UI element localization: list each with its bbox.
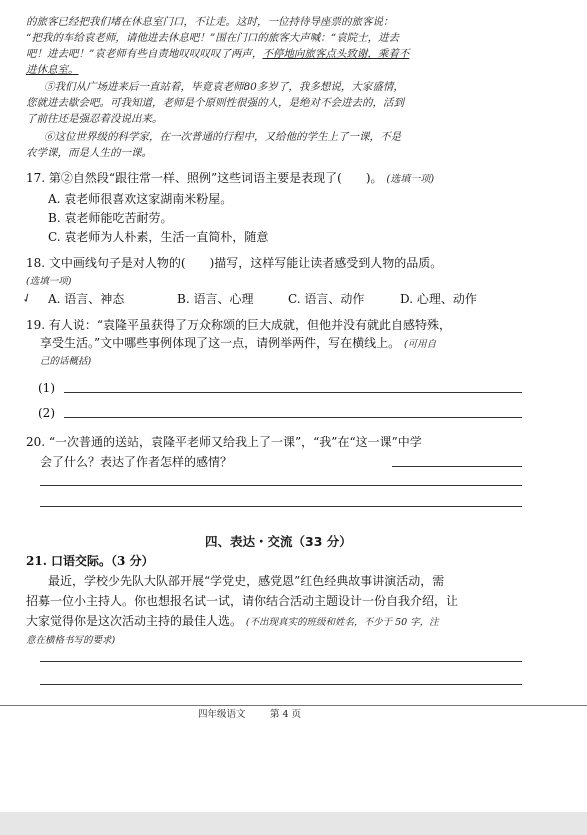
passage-line: 的旅客已经把我们堵在休息室门口，不让走。这时，一位持待导座票的旅客说： bbox=[26, 16, 394, 28]
question-note: 意在横格书写的要求) bbox=[26, 635, 116, 646]
passage-line: 了前往还是强忍着没说出来。 bbox=[26, 113, 163, 125]
passage-paragraph-6: ⑥这位世界级的科学家，在一次普通的行程中，又给他的学生上了一课，不是 bbox=[44, 131, 401, 143]
option-a: A. 袁老师很喜欢这家湖南米粉屋。 bbox=[48, 192, 233, 206]
question-stem: 17. 第②自然段“跟往常一样、照例”这些词语主要是表现了( )。 bbox=[26, 171, 383, 185]
question-21: 21. 口语交际。（3 分） bbox=[26, 554, 154, 568]
question-body: 招募一位小主持人。你也想报名试一试，请你结合活动主题设计一份自我介绍，让 bbox=[26, 594, 459, 608]
option-d: D. 心理、动作 bbox=[400, 292, 477, 306]
question-note: (选填一项) bbox=[386, 174, 435, 185]
answer-line[interactable] bbox=[40, 485, 522, 486]
question-19-line2 bbox=[40, 336, 436, 352]
footer-grade: 四年级语文 bbox=[198, 709, 246, 720]
option-b: B. 语言、心理 bbox=[177, 292, 254, 306]
answer-line[interactable] bbox=[392, 466, 522, 467]
passage-line: 农学课，而是人生的一课。 bbox=[26, 147, 152, 159]
question-17 bbox=[26, 171, 434, 187]
question-21-line3 bbox=[26, 614, 439, 630]
question-note: (选填一项) bbox=[26, 276, 72, 287]
question-note: (不出现真实的班级和姓名，不少于 50 字，注 bbox=[245, 617, 439, 628]
passage-line bbox=[26, 47, 409, 62]
footer-page-number: 第 4 页 bbox=[270, 709, 302, 720]
option-c: C. 袁老师为人朴素，生活一直简朴，随意 bbox=[48, 230, 269, 244]
passage-line: “把我的车给袁老师，请他进去休息吧！”围在门口的旅客大声喊：“袁院士，进去 bbox=[26, 32, 400, 44]
answer-line[interactable] bbox=[40, 506, 522, 507]
answer-line[interactable] bbox=[64, 392, 522, 393]
section-title: 四、表达・交流（33 分） bbox=[205, 534, 352, 549]
option-c: C. 语言、动作 bbox=[288, 292, 365, 306]
passage-line: 您就进去歇会吧。可我知道，老师是个原则性很强的人，是绝对不会进去的，活到 bbox=[26, 97, 404, 109]
underlined-sentence: 进休息室。 bbox=[26, 64, 79, 76]
question-body: 大家觉得你是这次活动主持的最佳人选。 bbox=[26, 614, 243, 628]
check-mark-icon: ✓ bbox=[19, 289, 35, 307]
question-stem: 享受生活。”文中哪些事例体现了这一点，请例举两件，写在横线上。 bbox=[40, 336, 401, 350]
question-note: 己的话概括) bbox=[40, 356, 92, 367]
answer-line[interactable] bbox=[64, 417, 522, 418]
passage-text: 吧！进去吧！”袁老师有些自责地叹叹叹叹了两声， bbox=[26, 48, 263, 60]
question-body: 最近，学校少先队大队部开展“学党史，感党恩”红色经典故事讲演活动，需 bbox=[48, 574, 445, 588]
option-a: A. 语言、神态 bbox=[48, 292, 125, 306]
answer-line[interactable] bbox=[40, 684, 522, 685]
passage-paragraph-5: ⑤我们从广场进来后一直站着，毕竟袁老师80多岁了，我多想说，大家盛情， bbox=[44, 81, 404, 93]
blank-label-1: (1) bbox=[38, 381, 55, 395]
option-b: B. 袁老师能吃苦耐劳。 bbox=[48, 211, 173, 225]
question-20: 20. “一次普通的送站，袁隆平老师又给我上了一课”，“我”在“这一课”中学 bbox=[26, 435, 422, 449]
answer-line[interactable] bbox=[40, 661, 522, 662]
question-20-line2: 会了什么？表达了作者怎样的感情？ bbox=[40, 455, 233, 469]
underlined-sentence: 不停地向旅客点头致谢，乘着不 bbox=[262, 48, 410, 60]
question-18: 18. 文中画线句子是对人物的( )描写，这样写能让读者感受到人物的品质。 bbox=[26, 256, 443, 270]
question-19: 19. 有人说：“袁隆平虽获得了万众称颂的巨大成就，但他并没有就此自感特殊， bbox=[26, 318, 452, 332]
viewer-background bbox=[0, 812, 587, 835]
blank-label-2: (2) bbox=[38, 406, 55, 420]
question-note: (可用自 bbox=[403, 339, 437, 350]
